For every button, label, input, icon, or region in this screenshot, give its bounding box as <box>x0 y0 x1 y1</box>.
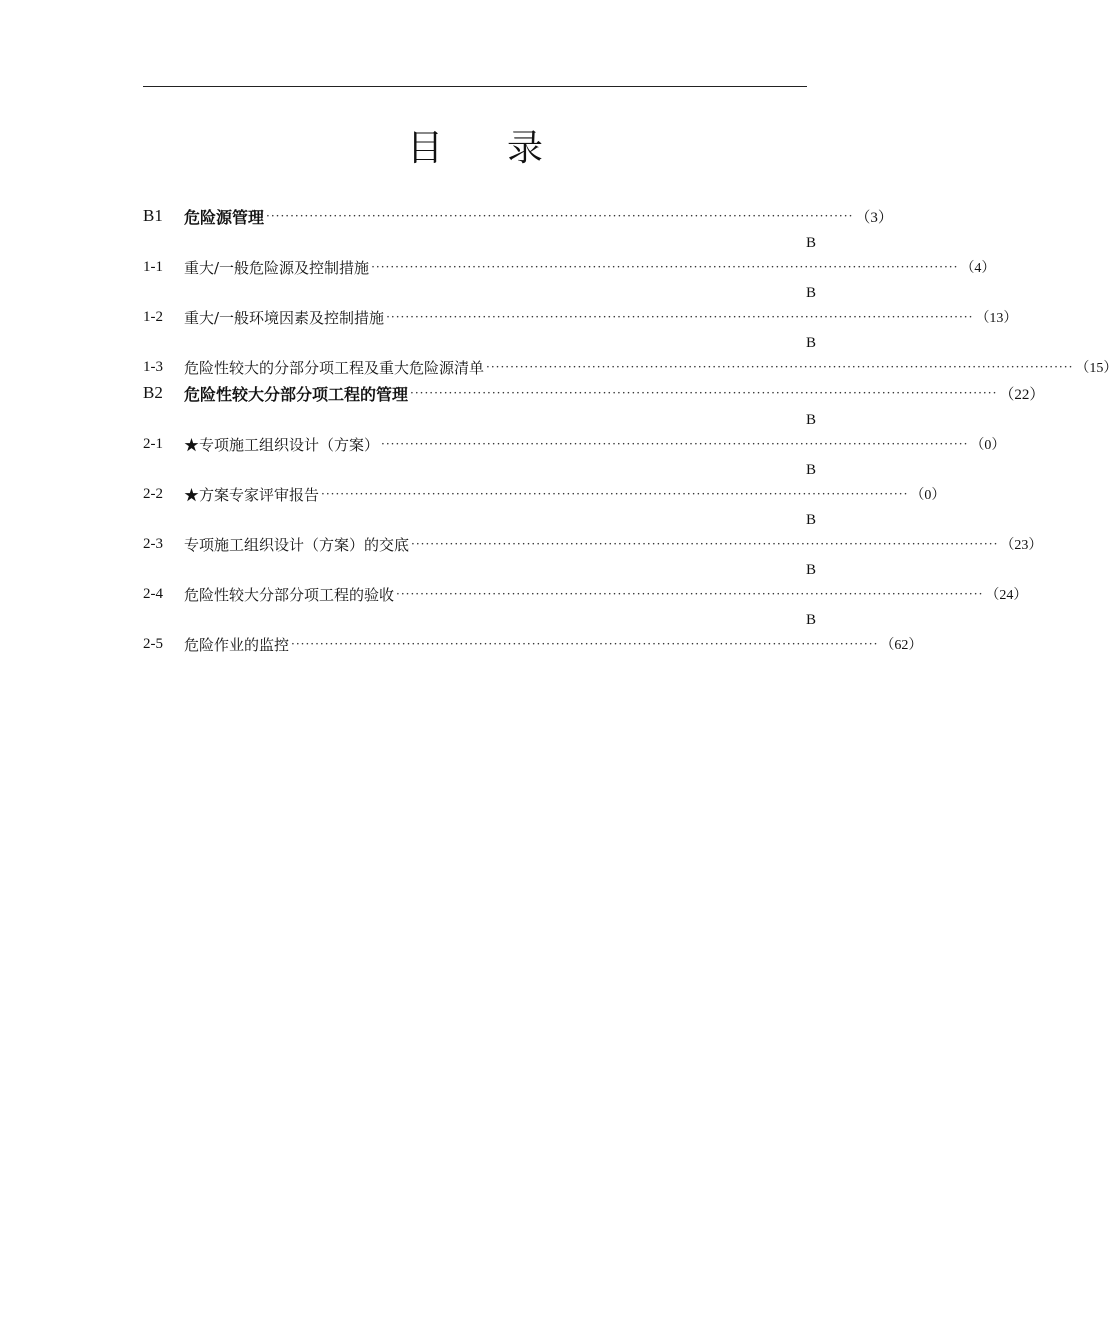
toc-entry-number: 2-3 <box>143 535 163 552</box>
toc-entry-label: ★专项施工组织设计（方案） <box>184 435 380 454</box>
toc-title <box>0 120 950 170</box>
toc-entry-label: 危险性较大分部分项工程的验收 <box>184 585 395 604</box>
toc-entry-label: 危险作业的监控 <box>184 635 290 654</box>
toc-entry-page: （62） <box>880 638 923 653</box>
dot-leader: ·························································································································· <box>266 209 854 223</box>
margin-marker: B <box>806 562 817 578</box>
toc-entry-label: ★方案专家评审报告 <box>184 485 320 504</box>
toc-entry-label: 专项施工组织设计（方案）的交底 <box>184 535 410 554</box>
toc-entry-number: 2-5 <box>143 635 163 652</box>
header-rule <box>143 86 807 87</box>
dot-leader: ·························································································································· <box>371 260 959 274</box>
margin-marker: B <box>806 412 817 428</box>
toc-entry-page: （23） <box>1000 538 1043 553</box>
toc-entry-number: 2-4 <box>143 585 163 602</box>
toc-entry-2-4[interactable] <box>143 582 1028 606</box>
toc-entry-page: （15） <box>1075 361 1117 376</box>
toc-entry-label: 重大/一般环境因素及控制措施 <box>184 308 385 327</box>
toc-entry-2-5[interactable] <box>143 632 923 656</box>
toc-entry-number: 2-1 <box>143 435 163 452</box>
toc-entry-page: （22） <box>999 386 1045 403</box>
toc-entry-label: 危险性较大分部分项工程的管理 <box>184 384 409 404</box>
toc-entry-number: 2-2 <box>143 485 163 502</box>
margin-marker: B <box>806 462 817 478</box>
toc-entry-2-1[interactable] <box>143 432 1006 456</box>
toc-entry-page: （0） <box>970 438 1006 453</box>
dot-leader: ·························································································································· <box>386 310 974 324</box>
toc-entry-page: （3） <box>855 209 893 226</box>
toc-entry-1-2[interactable] <box>143 305 1018 329</box>
toc-entry-page: （4） <box>960 261 996 276</box>
toc-entry-number: 1-3 <box>143 358 163 375</box>
toc-entry-1-1[interactable] <box>143 255 996 279</box>
toc-entry-page: （0） <box>910 488 946 503</box>
dot-leader: ·························································································································· <box>291 637 879 651</box>
toc-entry-label: 危险性较大的分部分项工程及重大危险源清单 <box>184 358 485 377</box>
toc-entry-label: 危险源管理 <box>184 207 265 227</box>
toc-entry-label: 重大/一般危险源及控制措施 <box>184 258 370 277</box>
toc-entry-b1[interactable] <box>143 204 893 228</box>
margin-marker: B <box>806 235 817 251</box>
dot-leader: ·························································································································· <box>396 587 984 601</box>
toc-entry-2-2[interactable] <box>143 482 946 506</box>
toc-entry-number: B2 <box>143 383 163 402</box>
toc-title-char-2: 录 <box>507 127 544 169</box>
dot-leader: ·························································································································· <box>410 386 998 400</box>
toc-entry-b2[interactable] <box>143 381 1045 405</box>
toc-entry-page: （13） <box>975 311 1018 326</box>
margin-marker: B <box>806 335 817 351</box>
toc-entry-number: 1-2 <box>143 308 163 325</box>
margin-marker: B <box>806 612 817 628</box>
toc-entry-page: （24） <box>985 588 1028 603</box>
dot-leader: ·························································································································· <box>411 537 999 551</box>
dot-leader: ·························································································································· <box>381 437 969 451</box>
toc-title-char-1: 目 <box>406 127 443 169</box>
toc-entry-number: B1 <box>143 206 163 225</box>
dot-leader: ·························································································································· <box>486 360 1074 374</box>
dot-leader: ·························································································································· <box>321 487 909 501</box>
margin-marker: B <box>806 285 817 301</box>
margin-marker: B <box>806 512 817 528</box>
toc-entry-number: 1-1 <box>143 258 163 275</box>
toc-entry-2-3[interactable] <box>143 532 1043 556</box>
toc-entry-1-3[interactable] <box>143 355 1117 379</box>
